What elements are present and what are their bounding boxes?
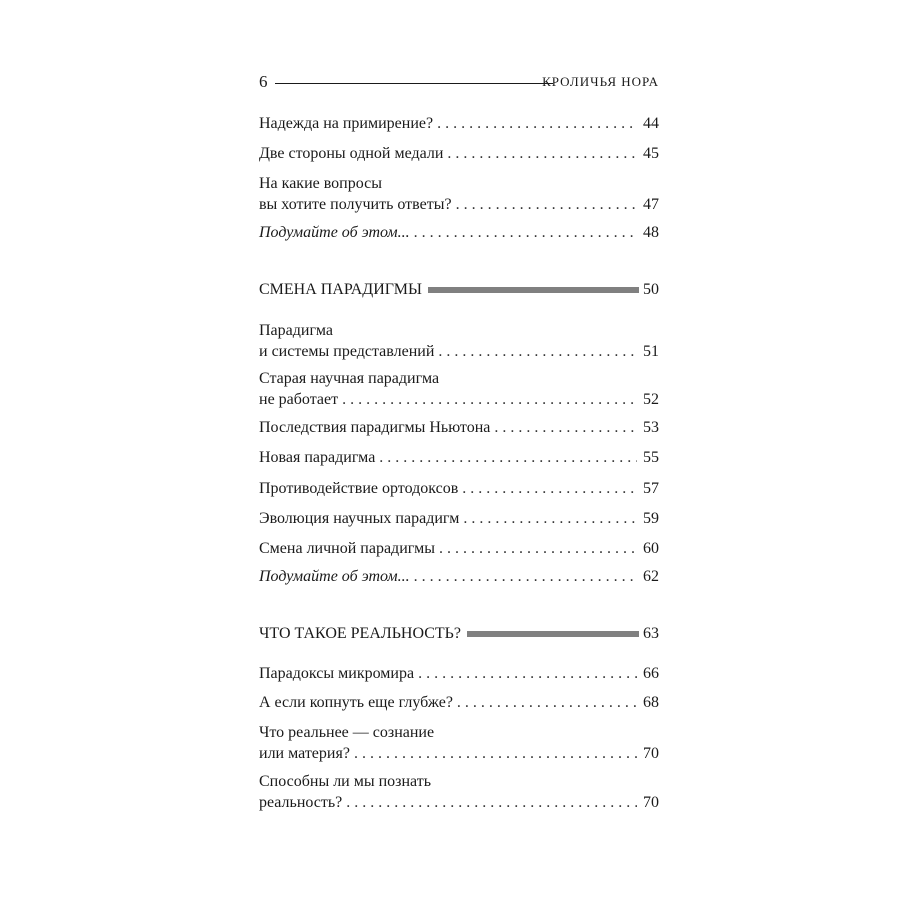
entry-page: 48 (643, 224, 659, 241)
toc-entry[interactable] (259, 173, 659, 215)
toc-entry[interactable] (259, 368, 659, 410)
entry-title-line: Парадигма (259, 322, 333, 339)
toc-section-heading[interactable] (259, 279, 659, 300)
entry-title: не работает (259, 391, 339, 408)
leader-dots (342, 389, 637, 410)
toc-entry[interactable] (259, 771, 659, 813)
leader-dots (463, 508, 637, 529)
entry-title: Подумайте об этом... (259, 224, 410, 241)
leader-dots (418, 663, 637, 684)
entry-page: 62 (643, 568, 659, 585)
entry-page: 59 (643, 510, 659, 527)
entry-title: Смена личной парадигмы (259, 540, 435, 557)
toc-entry[interactable] (259, 478, 659, 499)
leader-dots (447, 143, 637, 164)
page-number: 6 (259, 72, 268, 91)
entry-page: 55 (643, 449, 659, 466)
running-title: КРОЛИЧЬЯ НОРА (542, 74, 659, 89)
entry-page: 51 (643, 343, 659, 360)
leader-dots (462, 478, 637, 499)
entry-title-line: Способны ли мы познать (259, 773, 432, 790)
toc-entry[interactable] (259, 508, 659, 529)
entry-title: Новая парадигма (259, 449, 376, 466)
toc-entry[interactable] (259, 222, 659, 243)
toc-entry[interactable] (259, 692, 659, 713)
entry-page: 44 (643, 115, 659, 132)
section-bar (428, 287, 639, 293)
entry-title: и системы представлений (259, 343, 435, 360)
leader-dots (456, 194, 637, 215)
entry-title-line: Старая научная парадигма (259, 370, 440, 387)
entry-page: 68 (643, 694, 659, 711)
leader-dots (414, 566, 637, 587)
leader-dots (346, 792, 637, 813)
section-page: 50 (643, 281, 659, 298)
entry-page: 66 (643, 665, 659, 682)
toc-section-heading[interactable] (259, 623, 659, 644)
entry-title: Подумайте об этом... (259, 568, 410, 585)
leader-dots (379, 447, 637, 468)
entry-title: или материя? (259, 745, 350, 762)
toc-entry[interactable] (259, 663, 659, 684)
entry-title: вы хотите получить ответы? (259, 196, 452, 213)
leader-dots (437, 113, 637, 134)
entry-page: 47 (643, 196, 659, 213)
section-title: ЧТО ТАКОЕ РЕАЛЬНОСТЬ? (259, 625, 461, 642)
entry-page: 70 (643, 745, 659, 762)
entry-page: 60 (643, 540, 659, 557)
entry-title: реальность? (259, 794, 343, 811)
entry-title: Парадоксы микромира (259, 665, 415, 682)
toc-page (259, 0, 659, 900)
entry-title: Две стороны одной медали (259, 145, 444, 162)
section-bar (467, 631, 639, 637)
toc-entry[interactable] (259, 722, 659, 764)
toc-entry[interactable] (259, 143, 659, 164)
section-page: 63 (643, 625, 659, 642)
entry-title: А если копнуть еще глубже? (259, 694, 453, 711)
entry-title: Последствия парадигмы Ньютона (259, 419, 491, 436)
entry-page: 53 (643, 419, 659, 436)
entry-title: Надежда на примирение? (259, 115, 434, 132)
toc-entry[interactable] (259, 538, 659, 559)
header-rule (275, 83, 553, 84)
entry-title: Противодействие ортодоксов (259, 480, 459, 497)
leader-dots (439, 538, 637, 559)
toc-entry[interactable] (259, 320, 659, 362)
leader-dots (457, 692, 637, 713)
toc-entry[interactable] (259, 447, 659, 468)
entry-page: 52 (643, 391, 659, 408)
toc-entry[interactable] (259, 113, 659, 134)
entry-page: 70 (643, 794, 659, 811)
entry-page: 45 (643, 145, 659, 162)
toc-entry[interactable] (259, 417, 659, 438)
entry-title-line: На какие вопросы (259, 175, 382, 192)
running-header (259, 71, 659, 93)
entry-page: 57 (643, 480, 659, 497)
leader-dots (438, 341, 637, 362)
section-title: СМЕНА ПАРАДИГМЫ (259, 281, 422, 298)
entry-title-line: Что реальнее — сознание (259, 724, 435, 741)
leader-dots (414, 222, 637, 243)
toc-entry[interactable] (259, 566, 659, 587)
leader-dots (494, 417, 637, 438)
leader-dots (354, 743, 637, 764)
entry-title: Эволюция научных парадигм (259, 510, 460, 527)
